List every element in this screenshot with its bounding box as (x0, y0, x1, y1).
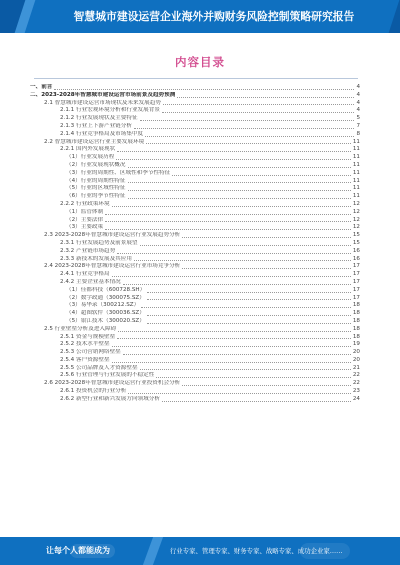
toc-entry-label: （2）数字政通（300075.SZ） (66, 294, 145, 301)
toc-heading: 内容目录 (175, 55, 225, 69)
toc-entry-page: 11 (352, 193, 360, 200)
dot-leader (128, 167, 351, 168)
toc-entry[interactable] (30, 224, 360, 232)
dot-leader (140, 120, 355, 121)
dot-leader (147, 292, 351, 293)
dot-leader (140, 369, 351, 370)
toc-entry-label: 2.2.2 行业政策环境 (60, 200, 110, 207)
toc-entry-page: 15 (352, 232, 360, 239)
toc-entry-label: 2.3.2 产业链市场趋势 (60, 247, 116, 254)
toc-entry[interactable] (30, 279, 360, 287)
dot-leader (123, 284, 351, 285)
toc-entry[interactable] (30, 185, 360, 193)
toc-entry[interactable] (30, 326, 360, 334)
toc-entry-page: 4 (356, 99, 360, 106)
toc-entry[interactable] (30, 318, 360, 326)
footer-decoration (143, 537, 163, 565)
toc-entry-page: 18 (352, 333, 360, 340)
toc-entry-page: 17 (352, 278, 360, 285)
toc-entry[interactable] (30, 115, 360, 123)
toc-entry-label: （4）行业的周期性特征 (66, 177, 126, 184)
toc-entry[interactable] (30, 209, 360, 217)
dot-leader (134, 128, 354, 129)
toc-entry-page: 22 (352, 372, 360, 379)
dot-leader (162, 112, 355, 113)
toc-entry-page: 12 (352, 216, 360, 223)
dot-leader (118, 331, 351, 332)
dot-leader (145, 136, 354, 137)
toc-entry[interactable] (30, 271, 360, 279)
footer-slogan: 让每个人都能成为 (46, 546, 110, 555)
toc-entry-page: 22 (352, 380, 360, 387)
toc-entry-page: 11 (352, 154, 360, 161)
toc-entry-page: 4 (356, 84, 360, 90)
dot-leader (117, 338, 351, 339)
dot-leader (105, 214, 351, 215)
toc-entry[interactable] (30, 217, 360, 225)
toc-entry-page: 11 (352, 177, 360, 184)
toc-entry-page: 11 (352, 161, 360, 168)
dot-leader (117, 253, 351, 254)
toc-entry-page: 16 (352, 247, 360, 254)
toc-entry-page: 15 (352, 239, 360, 246)
toc-entry-label: 2.2.1 国内外发展现状 (60, 146, 116, 153)
dot-leader (182, 385, 351, 386)
toc-entry-label: （3）主要政策 (66, 224, 104, 231)
toc-entry[interactable] (30, 139, 360, 147)
toc-entry[interactable] (30, 100, 360, 108)
toc-entry[interactable] (30, 92, 360, 100)
toc-entry[interactable] (30, 334, 360, 342)
toc-entry[interactable] (30, 365, 360, 373)
toc-entry-page: 18 (352, 302, 360, 309)
toc-entry[interactable] (30, 388, 360, 396)
toc-entry-page: 24 (352, 395, 360, 402)
toc-entry[interactable] (30, 201, 360, 209)
dot-leader (112, 362, 351, 363)
toc-entry-label: 2.1.4 行业竞争格局及市场集中度 (60, 130, 144, 137)
dot-leader (141, 307, 351, 308)
toc-entry-label: 2.3 2023-2028年智慧城市建设运营行业发展趋势分析 (44, 232, 181, 239)
toc-entry-label: 2.5 行业壁垒分析及进入障碍 (44, 325, 117, 332)
toc-entry-label: （3）行业的周期性、区域性和季节性特征 (66, 169, 171, 176)
dot-leader (163, 104, 354, 105)
toc-entry[interactable] (30, 349, 360, 357)
toc-entry[interactable] (30, 310, 360, 318)
toc-entry-page: 11 (352, 185, 360, 192)
dot-leader (112, 346, 351, 347)
dot-leader (147, 323, 351, 324)
toc-entry[interactable] (30, 232, 360, 240)
toc-entry-page: 8 (356, 130, 360, 137)
toc-entry-page: 11 (352, 169, 360, 176)
toc-entry[interactable] (30, 372, 360, 380)
dot-leader (140, 245, 351, 246)
toc-entry-page: 18 (352, 325, 360, 332)
toc-entry-label: 2.4.1 行业竞争格局 (60, 271, 110, 278)
toc-entry-page: 4 (356, 107, 360, 114)
toc-entry-page: 20 (352, 356, 360, 363)
toc-entry-page: 11 (352, 138, 360, 145)
toc-entry[interactable] (30, 302, 360, 310)
dot-leader (146, 143, 351, 144)
toc-entry[interactable] (30, 248, 360, 256)
toc-entry-label: （1）行业发展历程 (66, 154, 115, 161)
toc-entry-page: 11 (352, 146, 360, 153)
dot-leader (105, 221, 351, 222)
toc-entry-label: 2.1 智慧城市建设运营市场现状及未来发展趋势 (44, 99, 161, 106)
table-of-contents (30, 84, 360, 404)
toc-entry-label: （2）行业发展现状概况 (66, 161, 126, 168)
toc-entry-label: 2.2 智慧城市建设运营行业主要发展环境 (44, 138, 145, 145)
report-title: 智慧城市建设运营企业海外并购财务风险控制策略研究报告 (73, 10, 355, 23)
dot-leader (182, 237, 351, 238)
toc-entry-label: 2.5.4 客户资源壁垒 (60, 356, 110, 363)
toc-entry[interactable] (30, 396, 360, 404)
toc-entry-page: 12 (352, 224, 360, 231)
toc-entry-page: 4 (356, 91, 360, 98)
header-decoration (389, 0, 400, 33)
toc-entry[interactable] (30, 154, 360, 162)
toc-entry[interactable] (30, 84, 360, 92)
toc-entry-page: 12 (352, 200, 360, 207)
dot-leader (128, 190, 351, 191)
toc-entry-page: 12 (352, 208, 360, 215)
toc-entry[interactable] (30, 256, 360, 264)
dot-leader (54, 89, 354, 90)
dot-leader (147, 299, 351, 300)
dot-leader (128, 393, 351, 394)
toc-entry-label: （2）主要法律 (66, 216, 104, 223)
toc-entry-page: 20 (352, 349, 360, 356)
toc-entry[interactable] (30, 380, 360, 388)
toc-entry-label: 二、2023-2028年智慧城市建设运营市场前景及趋势预测 (30, 91, 176, 98)
dot-leader (182, 268, 351, 269)
toc-entry-page: 19 (352, 341, 360, 348)
toc-entry-label: 2.5.3 公司营销网络壁垒 (60, 349, 121, 356)
toc-entry[interactable] (30, 123, 360, 131)
header-banner (0, 0, 400, 33)
toc-entry-page: 17 (352, 263, 360, 270)
toc-entry-label: 2.1.1 行业宏观环境分析和行业发展背景 (60, 107, 160, 114)
toc-entry[interactable] (30, 146, 360, 154)
footer-banner (0, 537, 400, 565)
dot-leader (156, 377, 351, 378)
toc-entry-label: 2.6.1 投资机会的行业分析 (60, 388, 127, 395)
toc-entry[interactable] (30, 295, 360, 303)
toc-entry-label: 2.5.6 行业管理与行业发展的不稳定性 (60, 372, 155, 379)
toc-entry-page: 17 (352, 271, 360, 278)
toc-entry-label: 2.5.1 资金与规模壁垒 (60, 333, 116, 340)
toc-entry-page: 17 (352, 286, 360, 293)
dot-leader (177, 97, 354, 98)
toc-entry-page: 5 (356, 115, 360, 122)
dot-leader (112, 206, 351, 207)
toc-entry-label: （3）易华录（300212.SZ） (66, 302, 140, 309)
toc-entry-page: 18 (352, 310, 360, 317)
toc-entry[interactable] (30, 107, 360, 115)
dot-leader (112, 276, 351, 277)
toc-entry[interactable] (30, 170, 360, 178)
toc-entry-label: 2.4 2023-2028年智慧城市建设运营行业市场竞争分析 (44, 263, 181, 270)
footer-tagline: 行业专家、管理专家、财务专家、战略专家、成功企业家…… (170, 547, 343, 555)
dot-leader (162, 401, 351, 402)
toc-entry-label: （6）行业的季节性特征 (66, 193, 126, 200)
toc-entry[interactable] (30, 287, 360, 295)
toc-entry-label: （5）行业的区域性特征 (66, 185, 126, 192)
toc-entry-label: 2.5.5 公司品牌及人才资源壁垒 (60, 364, 138, 371)
toc-entry[interactable] (30, 131, 360, 139)
dot-leader (147, 315, 351, 316)
toc-entry-label: 2.1.2 行业发展现状及主要特征 (60, 115, 138, 122)
toc-entry[interactable] (30, 240, 360, 248)
toc-entry-page: 18 (352, 317, 360, 324)
dot-leader (116, 159, 351, 160)
dot-leader (134, 260, 351, 261)
toc-entry-page: 23 (352, 388, 360, 395)
toc-entry[interactable] (30, 357, 360, 365)
toc-entry[interactable] (30, 193, 360, 201)
toc-entry-label: （4）超图软件（300036.SZ） (66, 310, 145, 317)
toc-entry-page: 21 (352, 364, 360, 371)
toc-entry-label: 2.6 2023-2028年智慧城市建设运营行业投资机会分析 (44, 380, 181, 387)
toc-entry[interactable] (30, 263, 360, 271)
toc-entry[interactable] (30, 162, 360, 170)
toc-entry-label: 2.4.2 主要企业基本情况 (60, 278, 121, 285)
toc-entry-label: 一、前言 (30, 84, 53, 90)
dot-leader (172, 175, 351, 176)
toc-entry-label: （1）监管体制 (66, 208, 104, 215)
toc-entry-label: （5）银江技术（300020.SZ） (66, 317, 145, 324)
toc-entry-label: 2.5.2 技术水平壁垒 (60, 341, 110, 348)
toc-entry-label: 2.3.1 行业发展趋势及前景展望 (60, 239, 138, 246)
dot-leader (128, 198, 351, 199)
toc-entry-label: 2.6.2 新型行业和新兴发展方向领域分析 (60, 395, 160, 402)
divider (34, 78, 358, 79)
toc-entry-page: 17 (352, 294, 360, 301)
toc-entry-page: 7 (356, 122, 360, 129)
toc-entry[interactable] (30, 178, 360, 186)
dot-leader (128, 182, 351, 183)
toc-entry-label: 2.1.3 行业上下游产业链分析 (60, 122, 132, 129)
toc-entry-label: （1）佳都科技（600728.SH） (66, 286, 146, 293)
toc-entry-page: 16 (352, 255, 360, 262)
dot-leader (105, 229, 351, 230)
toc-entry-label: 2.3.3 新技术的发展及其应用 (60, 255, 132, 262)
dot-leader (123, 354, 351, 355)
toc-entry[interactable] (30, 341, 360, 349)
dot-leader (117, 151, 351, 152)
